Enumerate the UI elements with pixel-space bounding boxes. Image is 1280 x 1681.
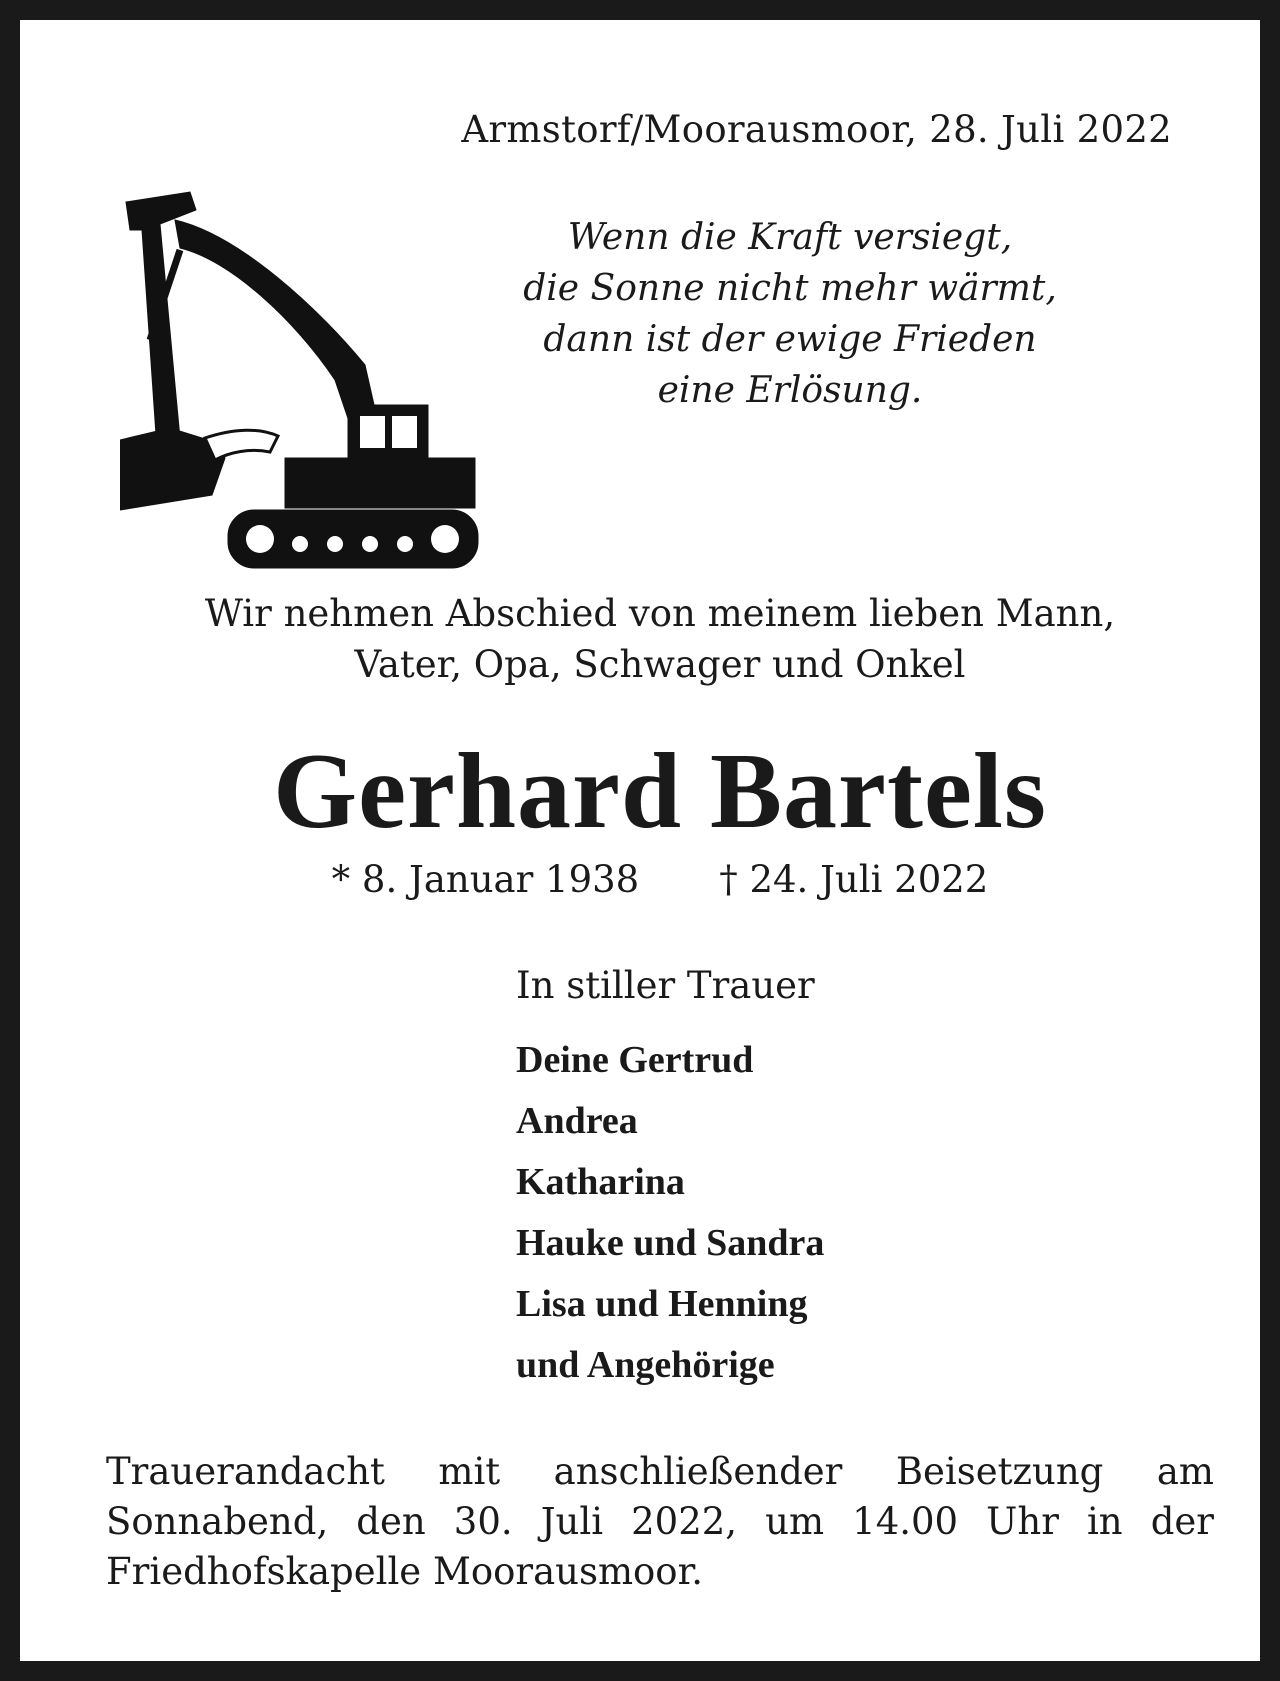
poem <box>440 212 1140 416</box>
poem-line: die Sonne nicht mehr wärmt, <box>523 268 1057 309</box>
mourner-name: Lisa und Henning <box>516 1283 808 1325</box>
intro-line: Wir nehmen Abschied von meinem lieben Mann, <box>204 592 1116 635</box>
service-notice: Trauerandacht mit anschließender Beisetzung am Sonnabend, den 30. Juli 2022, um 14.00 Uhr in der Friedhofskapelle Moorausmoor. <box>106 1450 1214 1593</box>
mourner-name: Deine Gertrud <box>516 1039 754 1081</box>
poem-line: eine Erlösung. <box>657 370 923 411</box>
mourner-name: Andrea <box>516 1100 638 1142</box>
mourner-name: Hauke und Sandra <box>516 1222 825 1264</box>
excavator-icon <box>120 190 480 575</box>
mourner-name: Katharina <box>516 1161 685 1203</box>
mourning-label: In stiller Trauer <box>516 964 815 1007</box>
life-dates <box>20 856 1280 904</box>
mourner-name: und Angehörige <box>516 1344 775 1386</box>
birth-date: * 8. Januar 1938 <box>331 858 640 901</box>
mourners-list <box>516 1030 824 1396</box>
death-date: † 24. Juli 2022 <box>719 858 989 901</box>
deceased-name: Gerhard Bartels <box>273 732 1047 851</box>
place-date: Armstorf/Moorausmoor, 28. Juli 2022 <box>461 108 1172 151</box>
poem-line: Wenn die Kraft versiegt, <box>567 217 1013 258</box>
farewell-intro <box>20 588 1280 690</box>
poem-line: dann ist der ewige Frieden <box>543 319 1037 360</box>
intro-line: Vater, Opa, Schwager und Onkel <box>354 643 966 686</box>
